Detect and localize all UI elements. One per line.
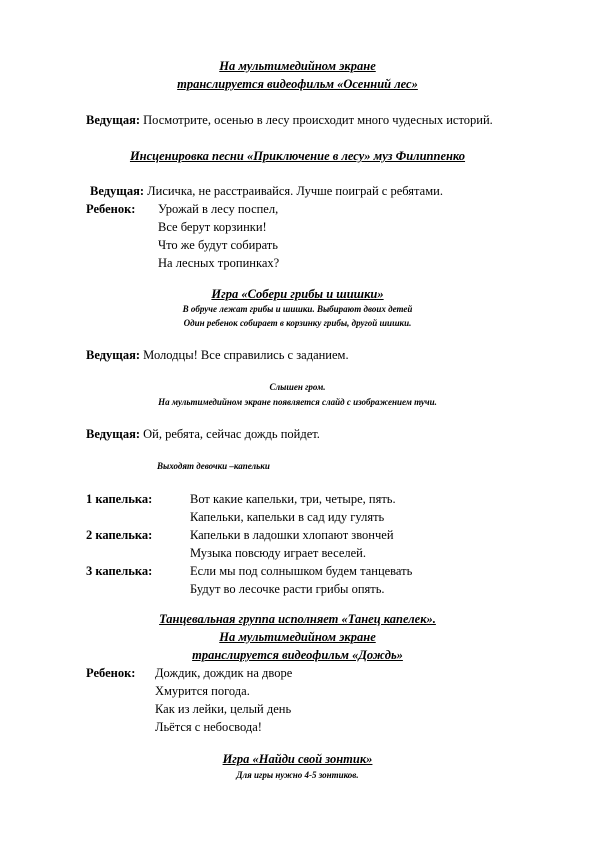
thunder-note: Слышен гром. [269,382,326,392]
speech-text: Ой, ребята, сейчас дождь пойдет. [140,427,320,441]
game2-title: Игра «Найди свой зонтик» [222,752,373,766]
host-line-1 [86,113,493,128]
poem1-line-4: На лесных тропинках? [158,256,280,270]
screen-heading-2: транслируется видеофильм «Осенний лес» [177,77,418,91]
poem2-line-3: Как из лейки, целый день [155,702,292,716]
poem2-line-1: Дождик, дождик на дворе [155,666,293,680]
dance-heading-2: На мультимедийном экране [219,630,376,644]
dance-heading-3: транслируется видеофильм «Дождь» [192,648,403,662]
game1-title: Игра «Собери грибы и шишки» [211,287,384,301]
poem1-line-2: Все берут корзинки! [158,220,267,234]
speaker-label: Ведущая: [90,184,145,198]
speaker-label: Ведущая: [86,348,141,362]
drop2-line-2: Музыка повсюду играет веселей. [190,546,366,560]
poem2-line-2: Хмурится погода. [155,684,250,698]
game2-desc: Для игры нужно 4-5 зонтиков. [236,770,359,780]
child-speaker-label: Ребенок: [86,202,136,216]
child2-speaker-label: Ребенок: [86,666,136,680]
host-line-3 [86,348,349,363]
drop1-line-1: Вот какие капельки, три, четыре, пять. [190,492,396,506]
game1-desc-2: Один ребенок собирает в корзинку грибы, другой шишки. [183,318,412,328]
slide-note: На мультимедийном экране появляется слайд с изображением тучи. [158,397,437,407]
dance-heading-1: Танцевальная группа исполняет «Танец капелек». [159,612,436,626]
staging-heading: Инсценировка песни «Приключение в лесу» муз Филиппенко [129,149,466,163]
poem2-line-4: Льётся с небосвода! [155,720,262,734]
drop1-label: 1 капелька: [86,492,153,506]
speech-text: Посмотрите, осенью в лесу происходит много чудесных историй. [140,113,493,127]
poem1-line-3: Что же будут собирать [158,238,278,252]
game1-desc-1: В обруче лежат грибы и шишки. Выбирают двоих детей [182,304,413,314]
speech-text: Лисичка, не расстраивайся. Лучше поиграй с ребятами. [144,184,443,198]
drop3-line-1: Если мы под солнышком будем танцевать [190,564,413,578]
speaker-label: Ведущая: [86,113,141,127]
poem1-line-1: Урожай в лесу поспел, [158,202,279,216]
screen-heading-1: На мультимедийном экране [219,59,376,73]
girls-note: Выходят девочки –капельки [157,461,270,471]
drop1-line-2: Капельки, капельки в сад иду гулять [190,510,385,524]
speech-text: Молодцы! Все справились с заданием. [140,348,349,362]
drop3-label: 3 капелька: [86,564,153,578]
host-line-4 [86,427,320,442]
drop2-line-1: Капельки в ладошки хлопают звончей [190,528,394,542]
speaker-label: Ведущая: [86,427,141,441]
host-line-2 [90,184,443,199]
drop3-line-2: Будут во лесочке расти грибы опять. [190,582,385,596]
drop2-label: 2 капелька: [86,528,153,542]
